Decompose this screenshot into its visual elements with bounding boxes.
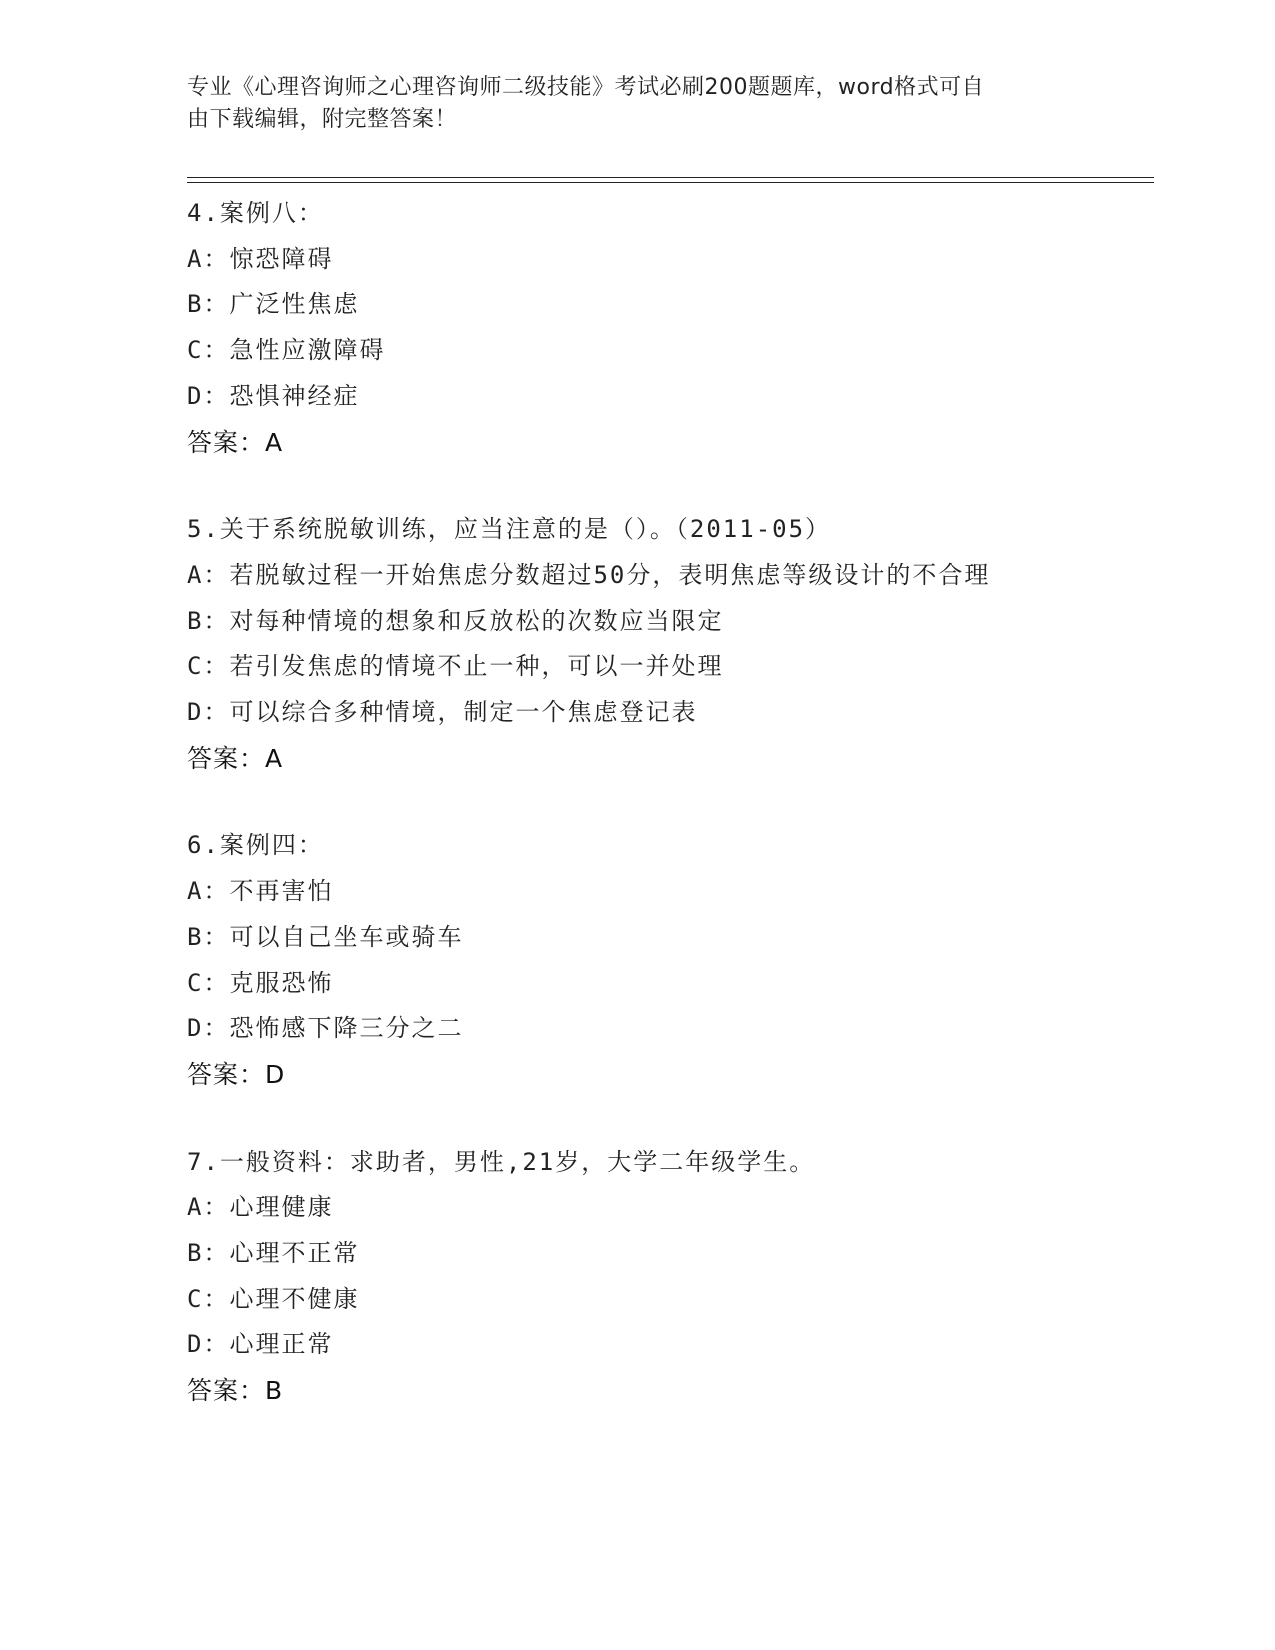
option-b: B：可以自己坐车或骑车: [187, 922, 464, 951]
question-7: [187, 1140, 1067, 1414]
option-c: C：克服恐怖: [187, 968, 334, 997]
option-c: C：急性应激障碍: [187, 336, 386, 365]
header-line-1: 专业《心理咨询师之心理咨询师二级技能》考试必刷200题题库，word格式可自: [187, 75, 985, 100]
answer-label: 答案：A: [187, 427, 284, 457]
option-a: A：不再害怕: [187, 877, 334, 906]
option-a: A：若脱敏过程一开始焦虑分数超过50分，表明焦虑等级设计的不合理: [187, 560, 991, 589]
header-divider-bottom: [187, 182, 1154, 183]
option-d: D：可以综合多种情境，制定一个焦虑登记表: [187, 698, 698, 727]
option-c: C：若引发焦虑的情境不止一种，可以一并处理: [187, 652, 724, 681]
option-d: D：恐惧神经症: [187, 381, 360, 410]
question-title: 7.一般资料：求助者，男性,21岁，大学二年级学生。: [187, 1147, 816, 1176]
option-d: D：心理正常: [187, 1330, 334, 1359]
answer-label: 答案：B: [187, 1376, 284, 1406]
answer-label: 答案：A: [187, 743, 284, 773]
question-4: [187, 191, 1067, 465]
question-title: 5.关于系统脱敏训练，应当注意的是（）。（2011-05）: [187, 515, 832, 544]
question-6: [187, 823, 1067, 1097]
option-a: A：心理健康: [187, 1193, 334, 1222]
option-c: C：心理不健康: [187, 1284, 360, 1313]
option-d: D：恐怖感下降三分之二: [187, 1014, 464, 1043]
question-5: [187, 507, 1067, 781]
document-header: [187, 72, 1067, 136]
question-title: 6.案例四：: [187, 831, 324, 860]
header-line-2: 由下载编辑，附完整答案！: [187, 107, 458, 132]
question-list: [187, 191, 1067, 1456]
option-b: B：对每种情境的想象和反放松的次数应当限定: [187, 606, 724, 635]
option-b: B：心理不正常: [187, 1239, 360, 1268]
option-b: B：广泛性焦虑: [187, 290, 360, 319]
answer-label: 答案：D: [187, 1059, 286, 1089]
header-divider-top: [187, 177, 1154, 178]
option-a: A：惊恐障碍: [187, 244, 334, 273]
question-title: 4.案例八：: [187, 199, 324, 227]
